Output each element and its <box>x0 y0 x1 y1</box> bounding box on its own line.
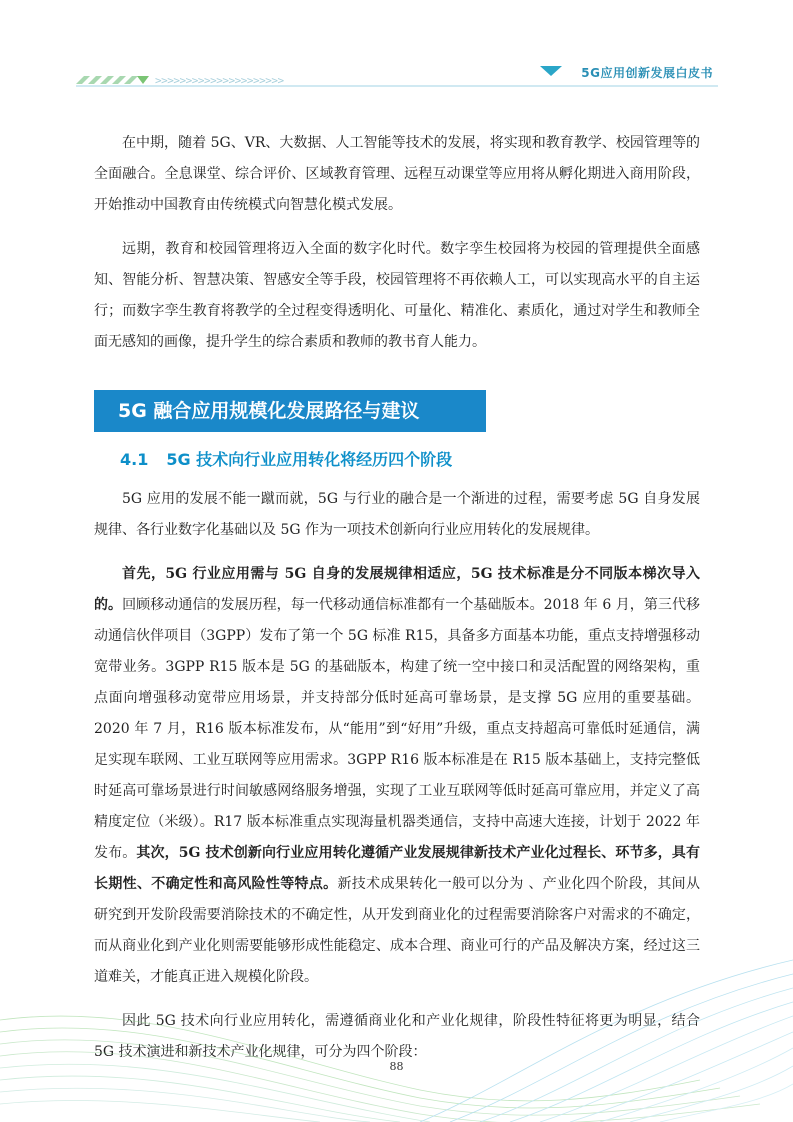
intro-paragraph-mid-term: 在中期，随着 5G、VR、大数据、人工智能等技术的发展，将实现和教育教学、校园管理等的全面融合。全息课堂、综合评价、区域教育管理、远程互动课堂等应用将从孵化期进入商用阶段，开始推动中国教育由传统模式向智慧化模式发展。 <box>94 135 700 213</box>
body-paragraph-2 <box>94 559 700 993</box>
subsection-title: 5G 技术向行业应用转化将经历四个阶段 <box>166 450 453 469</box>
intro-section <box>94 128 700 358</box>
body-text-standards: 回顾移动通信的发展历程，每一代移动通信标准都有一个基础版本。2018 年 6 月，第三代移动通信伙伴项目（3GPP）发布了第一个 5G 标准 R15，具备多方面基本功能，重点支持增强移动宽带业务。3GPP R15 版本是 5G 的基础版本，构建了统一空中接口和灵活配置的网络架构，重点面向增强移动宽带应用场景，并支持部分低时延高可靠场景，是支撑 5G 应用的重要基础。2020 年 7 月，R16 版本标准发布，从“能用”到“好用”升级，重点支持超高可靠低时延通信，满足实现车联网、工业互联网等应用需求。3GPP R16 版本标准是在 R15 版本基础上，支持完整低时延高可靠场景进行时间敏感网络服务增强，实现了工业互联网等低时延高可靠应用，并定义了高精度定位（米级）。R17 版本标准重点实现海量机器类通信，支持中高速大连接，计划于 2022 年发布。 <box>94 597 701 861</box>
emphasis-second: 其次，5G 技术创新向行业应用转化遵循产业发展规律新技术产业化过程长、环节多，具有长期性、不确定性和高风险性等特点。 <box>94 845 701 892</box>
header-title: 5G应用创新发展白皮书 <box>581 66 713 80</box>
header-teal-triangle <box>540 66 562 76</box>
wave-line <box>630 1066 793 1122</box>
page-number: 88 <box>389 1060 404 1073</box>
header-green-triangle <box>137 76 149 84</box>
body-paragraph-3: 因此 5G 技术向行业应用转化，需遵循商业化和产业化规律，阶段性特征将更为明显，结合 5G 技术演进和新技术产业化规律，可分为四个阶段： <box>94 1013 700 1060</box>
subsection-number: 4.1 <box>120 450 149 469</box>
body-paragraph-1: 5G 应用的发展不能一蹴而就，5G 与行业的融合是一个渐进的过程，需要考虑 5G 自身发展规律、各行业数字化基础以及 5G 作为一项技术创新向行业应用转化的发展规律。 <box>94 491 700 538</box>
wave-line <box>660 1084 793 1122</box>
section-heading: 5G 融合应用规模化发展路径与建议 <box>94 390 486 432</box>
body-text-industrialization: 新技术成果转化一般可以分为 、产业化四个阶段，其间从研究到开发阶段需要消除技术的不确定性，从开发到商业化的过程需要消除客户对需求的不确定，而从商业化到产业化则需要能够形成性能稳定、成本合理、商业可行的产品及解决方案，经过这三道难关，才能真正进入规模化阶段。 <box>94 876 700 985</box>
intro-paragraph-long-term: 远期，教育和校园管理将迈入全面的数字化时代。数字孪生校园将为校园的管理提供全面感知、智能分析、智慧决策、智感安全等手段，校园管理将不再依赖人工，可以实现高水平的自主运行；而数字孪生教育将教学的全过程变得透明化、可量化、精准化、素质化，通过对学生和教师全面无感知的画像，提升学生的综合素质和教师的教书育人能力。 <box>94 241 700 350</box>
body-section <box>94 484 700 1068</box>
emphasis-first: 首先，5G 行业应用需与 5G 自身的发展规律相适应，5G 技术标准是分不同版本梯次导入的。 <box>94 566 700 613</box>
header-chevrons: >>>>>>>>>>>>>>>>>>>>> <box>155 74 284 87</box>
wave-line <box>0 1100 320 1122</box>
wave-line <box>0 1088 370 1122</box>
wave-line <box>0 1076 400 1122</box>
subsection-heading <box>120 447 452 470</box>
header-decoration <box>0 0 793 110</box>
stripe-pattern <box>76 76 138 84</box>
